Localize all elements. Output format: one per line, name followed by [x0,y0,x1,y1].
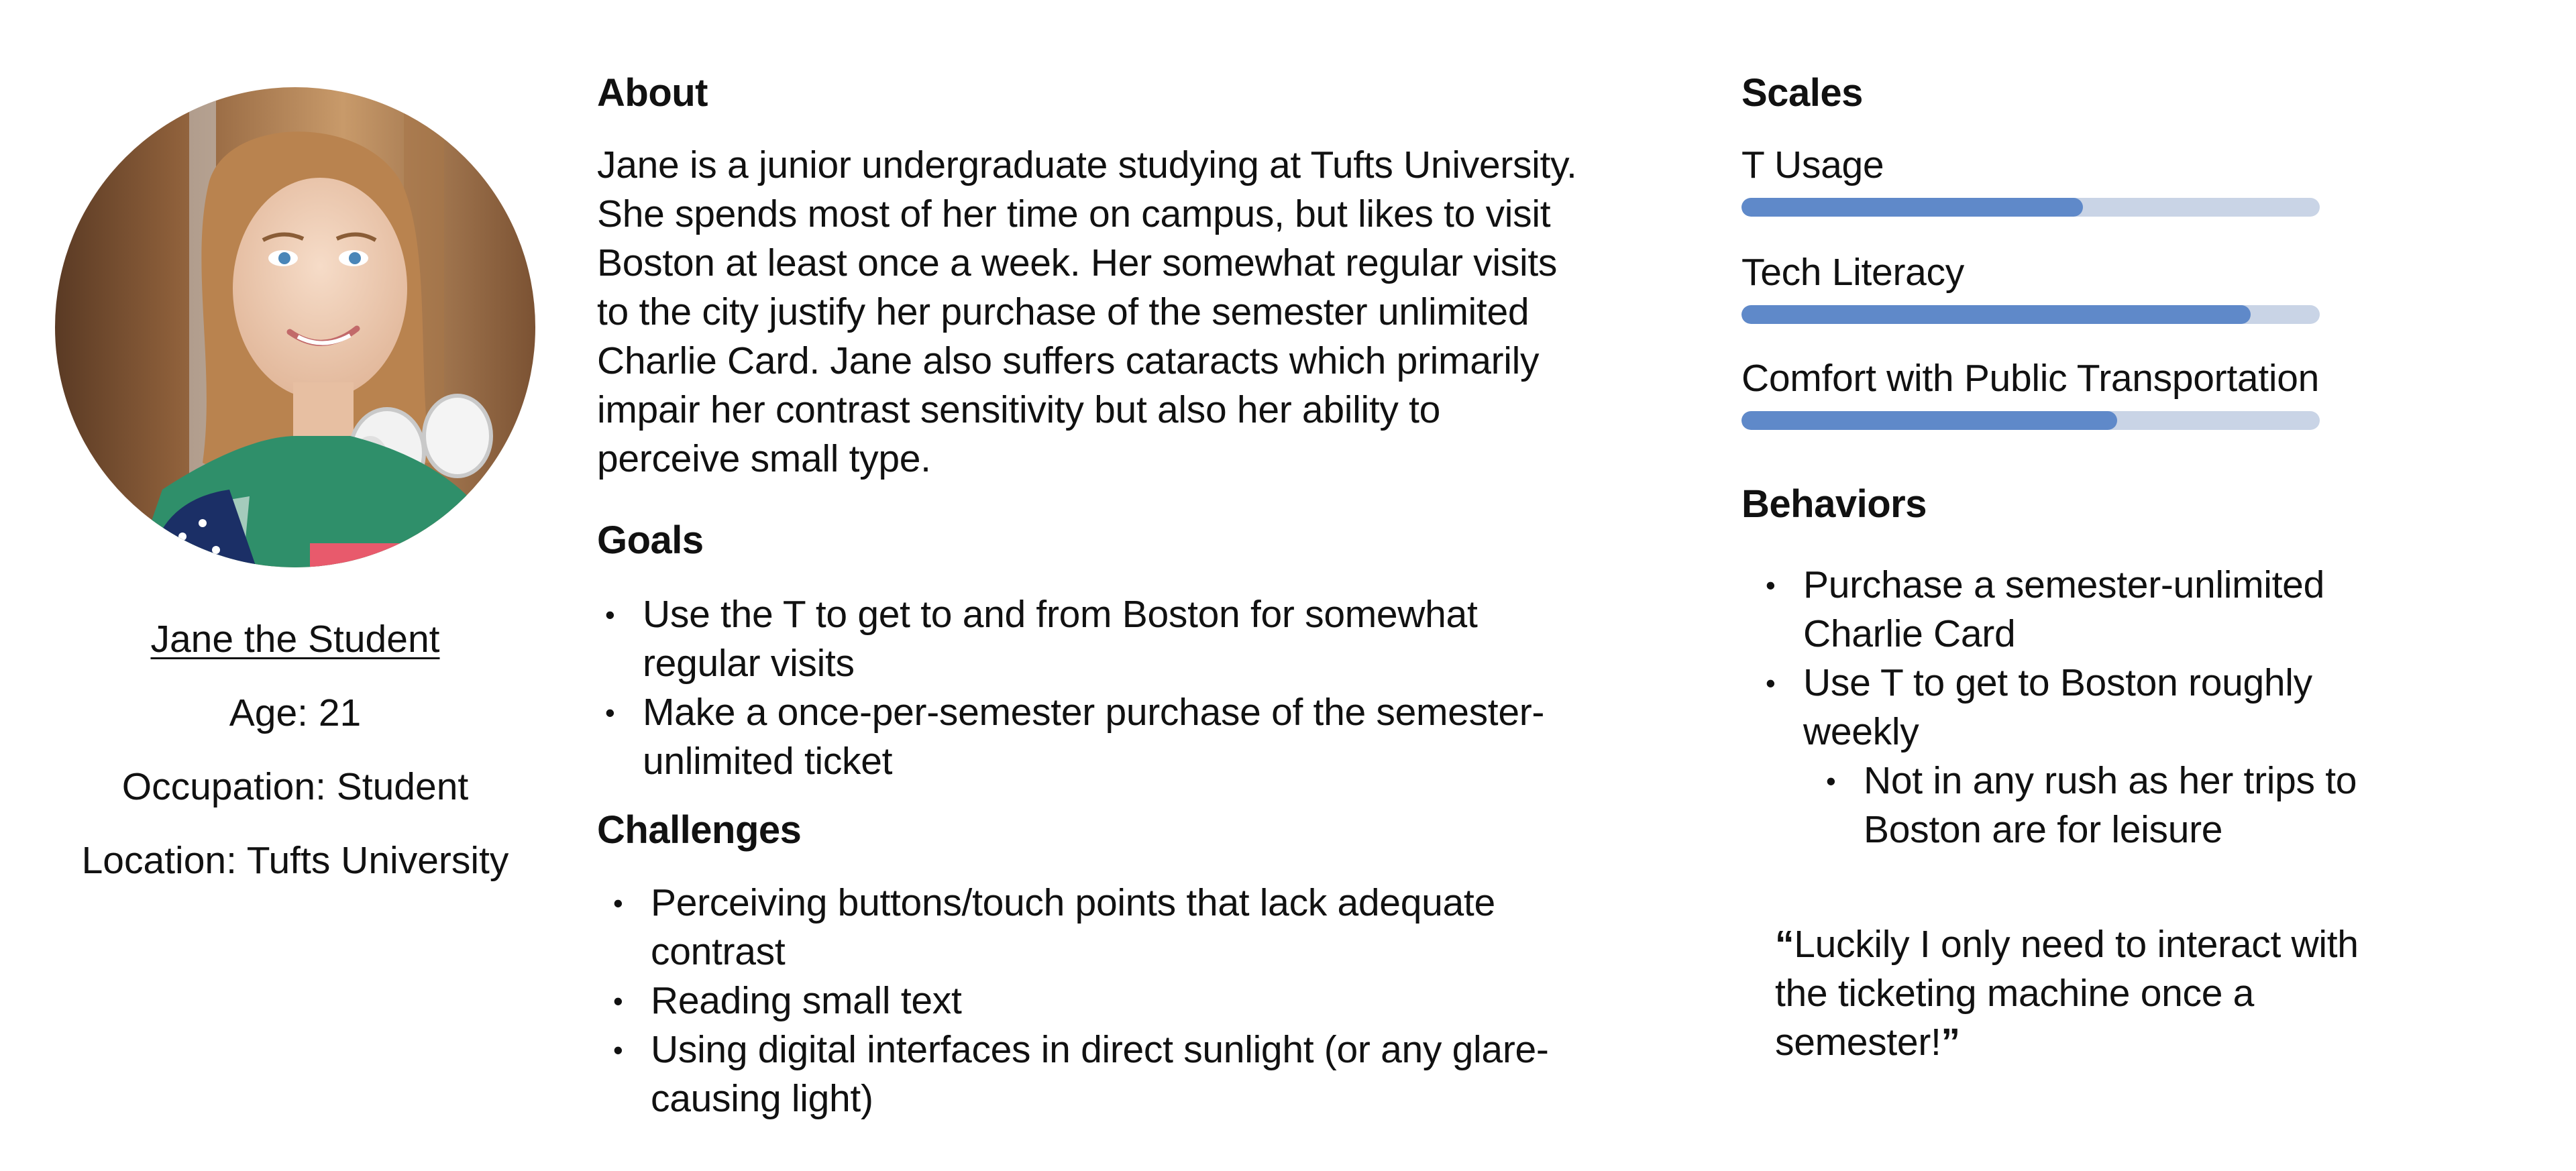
behaviors-heading: Behaviors [1741,482,1927,526]
list-item-line: causing light) [651,1077,873,1120]
about-line: Boston at least once a week. Her somewhat regular visits [597,241,1558,284]
persona-name: Jane the Student [150,618,440,661]
list-item [1758,659,2549,757]
list-item-line: • Make a once-per-semester purchase of the semester- [643,691,1545,734]
quote-text: Luckily I only need to interact with [1794,923,2359,966]
persona-photo [55,87,535,567]
scale-t-usage [1741,141,2320,217]
list-item-line: Boston are for leisure [1864,808,2223,851]
list-subitem [1758,757,2549,854]
list-item-line: • Use T to get to Boston roughly [1803,661,2312,704]
behaviors-list [1758,561,2549,854]
quote-line [1775,920,2432,969]
about-line: impair her contrast sensitivity but also her ability to [597,388,1441,431]
list-item-line: • Reading small text [651,979,962,1022]
scale-tech-literacy [1741,248,2320,324]
about-heading: About [597,71,708,115]
scale-label: T Usage [1741,144,1884,186]
list-item-line: • Using digital interfaces in direct sunlight (or any glare- [651,1028,1549,1071]
list-item-line: • Perceiving buttons/touch points that lack adequate [651,881,1495,924]
scale-bar-fill [1741,305,2251,324]
list-item [1758,561,2549,659]
persona-details [0,602,590,897]
list-item [597,688,1657,786]
about-line: Jane is a junior undergraduate studying at Tufts University. [597,144,1577,186]
list-item-line: weekly [1803,710,1919,753]
scale-comfort-public-transportation [1741,354,2320,430]
scale-bar-fill [1741,198,2083,217]
about-line: to the city justify her purchase of the semester unlimited [597,290,1529,333]
scale-bar-track [1741,305,2320,324]
quote-line [1775,1018,2432,1067]
list-item-line: • Not in any rush as her trips to [1864,759,2357,802]
about-section [597,141,1657,484]
persona-age: Age: 21 [229,691,362,734]
quote-text: the ticketing machine once a [1775,972,2255,1015]
list-item-line: contrast [651,930,786,973]
scale-bar-fill [1741,411,2117,430]
scale-bar-track [1741,411,2320,430]
scale-bar-track [1741,198,2320,217]
quote-line [1775,969,2432,1018]
list-item-line: unlimited ticket [643,740,893,783]
about-line: perceive small type. [597,437,931,480]
list-item [605,1025,1665,1123]
quote-close-mark: ” [1941,1021,1960,1064]
list-item [605,879,1665,977]
persona-occupation: Occupation: Student [121,765,469,808]
challenges-list [605,879,1665,1123]
quote-open-mark: “ [1775,923,1794,966]
list-item-line: regular visits [643,642,855,685]
list-item-line: Charlie Card [1803,612,2016,655]
challenges-heading: Challenges [597,808,802,852]
list-item [605,977,1665,1025]
scale-label: Tech Literacy [1741,251,1964,294]
goals-list [597,590,1657,786]
persona-quote [1775,920,2432,1067]
quote-text: semester! [1775,1021,1941,1064]
persona-location: Location: Tufts University [81,839,509,882]
list-item [597,590,1657,688]
list-item-line: • Purchase a semester-unlimited [1803,563,2324,606]
goals-heading: Goals [597,518,704,562]
about-line: Charlie Card. Jane also suffers cataracts which primarily [597,339,1540,382]
about-line: She spends most of her time on campus, but likes to visit [597,192,1551,235]
list-item-line: • Use the T to get to and from Boston for somewhat [643,593,1478,636]
scales-heading: Scales [1741,71,1863,115]
scale-label: Comfort with Public Transportation [1741,357,2319,400]
